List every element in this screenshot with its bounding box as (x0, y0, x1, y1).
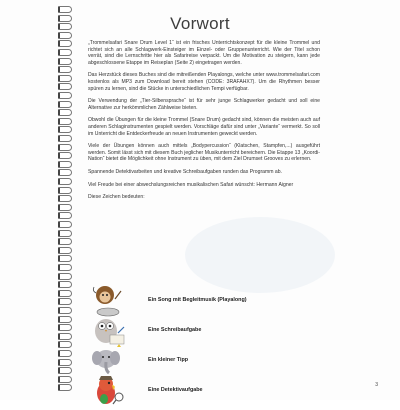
spiral-ring (58, 281, 72, 288)
spiral-ring (58, 83, 72, 90)
spiral-ring (58, 376, 72, 383)
spiral-ring (58, 264, 72, 271)
spiral-ring (58, 255, 72, 262)
legend-label-detective: Eine Detektivaufgabe (148, 387, 203, 393)
spiral-ring (58, 66, 72, 73)
spiral-ring (58, 230, 72, 237)
spiral-ring (58, 316, 72, 323)
spiral-ring (58, 359, 72, 366)
parrot-detective-icon (88, 371, 128, 409)
legend-label-tip: Ein kleiner Tipp (148, 357, 189, 363)
spiral-ring (58, 324, 72, 331)
legend-label-playalong: Ein Song mit Begleitmusik (Playalong) (148, 297, 247, 303)
spiral-ring (58, 135, 72, 142)
paragraph-closing: Viel Freude bei einer abwechslungsreichen musikalischen Safari wünscht: Hermann Aigner (88, 181, 294, 188)
page-title: Vorwort (170, 14, 230, 33)
spiral-ring (58, 187, 72, 194)
spiral-ring (58, 204, 72, 211)
watermark-graphic (180, 210, 340, 300)
body-text (88, 40, 320, 207)
spiral-ring (58, 101, 72, 108)
spiral-ring (58, 247, 72, 254)
spiral-ring (58, 273, 72, 280)
spiral-ring (58, 307, 72, 314)
spiral-ring (58, 333, 72, 340)
paragraph-bodypercussion: Viele der Übungen können auch mittels „Bodypercussion“ (Klatschen, Stampfen,...) ausgeführt werden. Somit lässt sich mit diesem Buch jeglicher Musikunterricht bereichern. Die Etappe 13 „Koordi-Nation“ bietet die Möglichkeit ohne Instrument zu üben, mit dem Ziel Drumset Grooves zu erlernen. (88, 143, 320, 163)
spiral-ring (58, 49, 72, 56)
legend-item (88, 370, 203, 410)
spiral-ring (58, 298, 72, 305)
paragraph-detective: Spannende Detektivarbeiten und kreative Schreibaufgaben runden das Programm ab. (88, 168, 282, 175)
paragraph-intro: „Trommelsafari Snare Drum Level 1“ ist ein frisches Unterrichtskonzept für die kleine Trommel und richtet sich an alle Schlagwerk-Einsteiger im Einzel- oder Gruppenunterricht. Wie der Titel schon verrät, sind die Lernschritte hier als Safarireise verpackt. Um die Motivation zu steigern, kann jede abgeschlossene Etappe im Reiseplan (Seite 2) eingetragen werden. (88, 40, 320, 66)
spiral-ring (58, 6, 72, 13)
spiral-ring (58, 350, 72, 357)
paragraph-playalongs: Das Herzstück dieses Buches sind die mitreißenden Playalongs, welche unter www.trommelsafari.com kostenlos als MP3 zum Download bereit stehen (CODE: 3RAFAHX7). Um die Rhythmen besser spüren zu lernen, sind die Stücke in unterschiedlichen Tempi verfügbar. (88, 72, 320, 92)
spiral-ring (58, 126, 72, 133)
spiral-ring (58, 118, 72, 125)
spiral-ring (58, 178, 72, 185)
legend-intro: Diese Zeichen bedeuten: (88, 194, 145, 201)
page-number: 3 (375, 382, 378, 388)
paragraph-instruments: Obwohl die Übungen für die kleine Trommel (Snare Drum) gedacht sind, können die meisten auch auf anderen Schlaginstrumenten gespielt werden. Vorschläge dafür sind unter „Variante“ vermerkt. So soll im Unterricht die Entdeckerfreude an neuen Instrumenten geweckt werden. (88, 117, 320, 137)
spiral-ring (58, 238, 72, 245)
spiral-ring (58, 75, 72, 82)
legend-label-writing: Eine Schreibaufgabe (148, 327, 202, 333)
spiral-ring (58, 152, 72, 159)
paragraph-syllables: Die Verwendung der „Tier-Silbensprache“ ist für sehr junge Schlagwerker gedacht und soll eine Alternative zur herkömmlichen Zählweise bieten. (88, 98, 320, 111)
spiral-ring (58, 144, 72, 151)
spiral-ring (58, 169, 72, 176)
spiral-ring (58, 384, 72, 391)
spiral-ring (58, 58, 72, 65)
spiral-ring (58, 161, 72, 168)
spiral-ring (58, 221, 72, 228)
spiral-ring (58, 290, 72, 297)
spiral-ring (58, 341, 72, 348)
spiral-binding (58, 6, 72, 394)
spiral-ring (58, 195, 72, 202)
spiral-ring (58, 367, 72, 374)
spiral-ring (58, 212, 72, 219)
spiral-ring (58, 109, 72, 116)
spiral-ring (58, 40, 72, 47)
spiral-ring (58, 92, 72, 99)
